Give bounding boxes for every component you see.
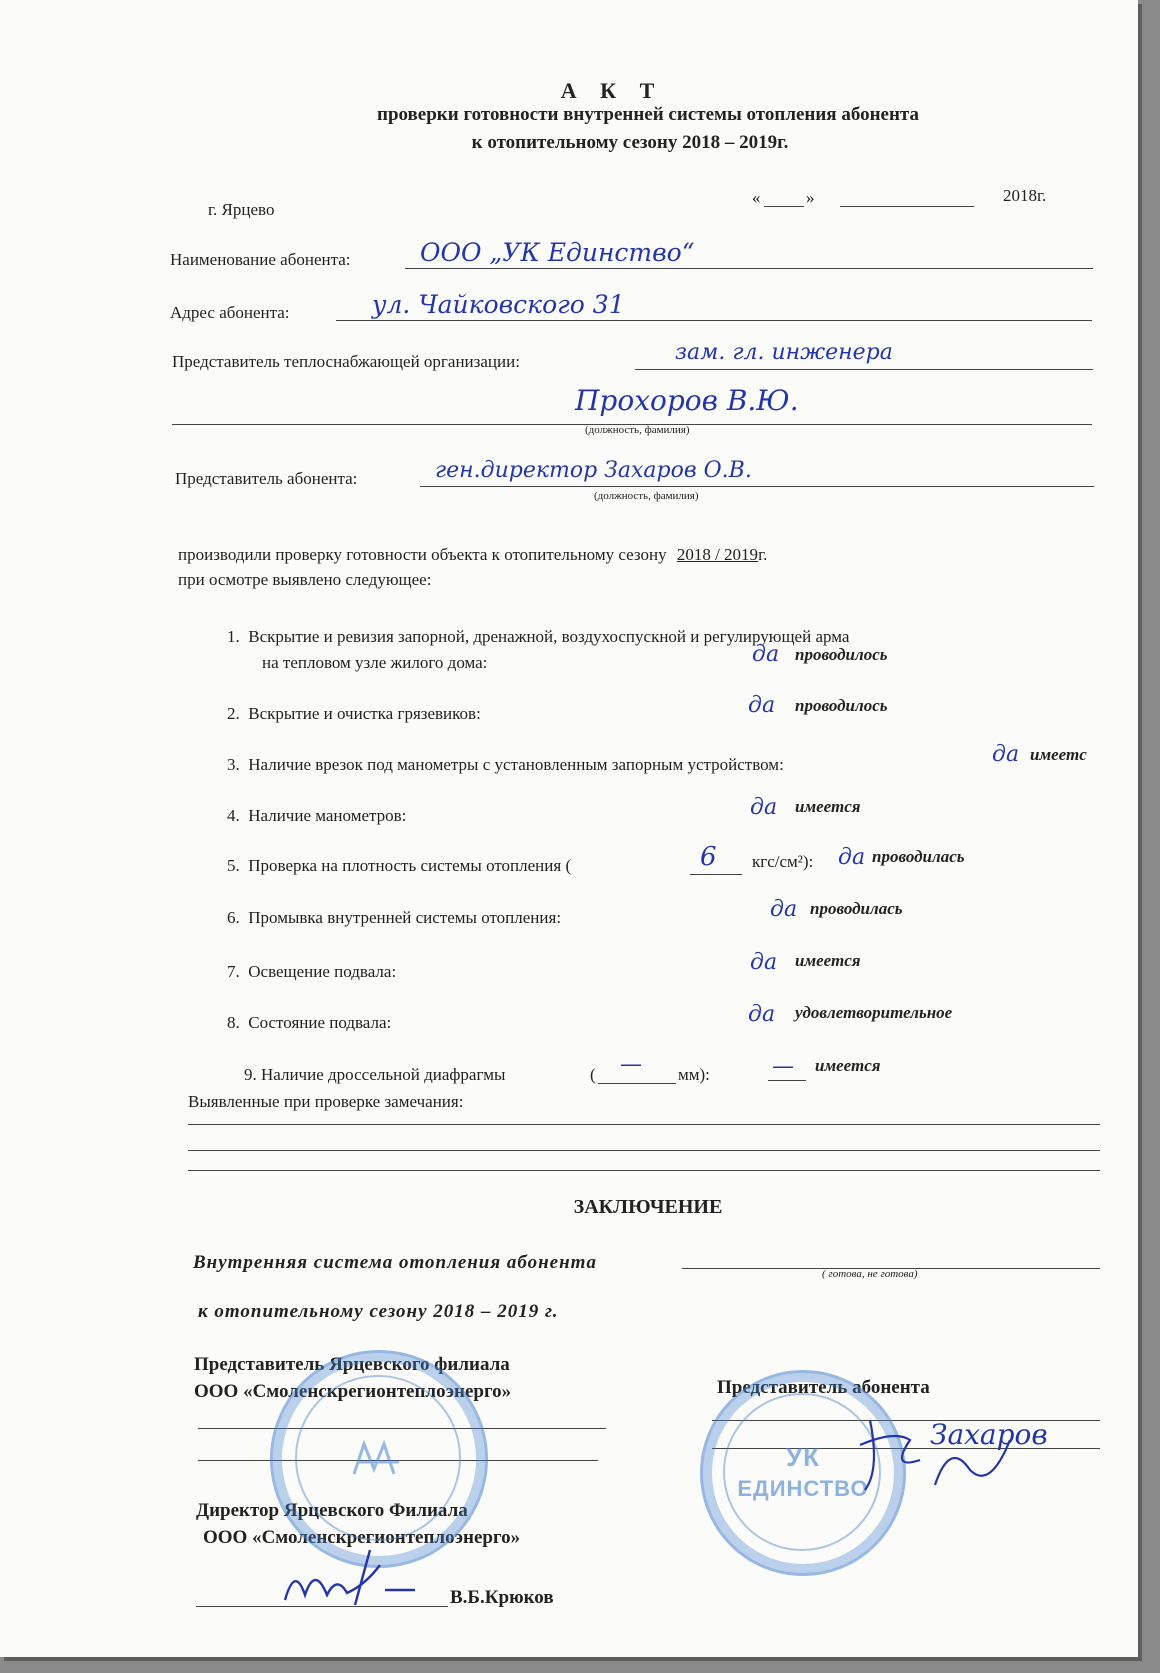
conclusion-line-2: к отопительному сезону 2018 – 2019 г. [198,1301,559,1322]
subscriber-address-handwriting: ул. Чайковского 31 [372,290,625,319]
right-signatory-title: Представитель абонента [717,1377,930,1398]
left-signatory-title-1: Представитель Ярцевского филиала [194,1354,510,1375]
item-9-handwriting: — [772,1054,794,1079]
subscriber-name-handwriting: ООО „УК Единство“ [420,238,695,267]
item-7-result: имеется [795,951,861,970]
conclusion-line-1: Внутренняя система отопления абонента [193,1252,597,1273]
left-company-stamp [270,1350,488,1568]
intro-line-2: при осмотре выявлено следующее: [178,570,432,589]
item-3-result: имеетс [1030,745,1087,764]
remarks-label: Выявленные при проверке замечания: [188,1092,464,1111]
right-handwritten-name: Захаров [930,1418,1048,1451]
item-5-handwriting: да [838,845,866,870]
item-5: 5. Проверка на плотность системы отопления ( [227,856,572,875]
item-9-result: имеется [815,1056,881,1075]
item-3: 3. Наличие врезок под манометры с установленным запорным устройством: [227,755,784,774]
item-5-pressure-line [690,874,742,875]
item-4-result: имеется [795,797,861,816]
item-8-handwriting: да [748,1002,776,1027]
heat-supplier-rep-label: Представитель теплоснабжающей организации: [172,352,520,371]
remarks-line-3 [188,1170,1100,1171]
subscriber-rep-line [420,486,1094,487]
right-stamp-text: УК ЕДИНСТВО [737,1442,869,1501]
item-9-size-handwriting: — [620,1052,642,1077]
date-month-line [840,206,974,207]
city: г. Ярцево [208,200,275,219]
item-5-result: проводилась [872,847,965,866]
item-2: 2. Вскрытие и очистка грязевиков: [227,704,481,723]
date-close-quote: » [806,188,815,207]
item-6-handwriting: да [770,897,798,922]
document-subtitle: проверки готовности внутренней системы отопления абонента [377,104,919,125]
date-day-line [764,206,804,207]
item-9-hw-line [768,1080,806,1081]
director-title-1: Директор Ярцевского Филиала [196,1500,468,1521]
remarks-line-2 [188,1150,1100,1151]
document-title: А К Т [560,78,664,103]
item-1: 1. Вскрытие и ревизия запорной, дренажной, воздухоспускной и регулирующей арма [227,627,850,646]
subscriber-signature-icon [850,1400,1030,1510]
director-title-2: ООО «Смоленскрегионтеплоэнерго» [203,1527,521,1548]
item-8: 8. Состояние подвала: [227,1013,392,1032]
item-2-handwriting: да [748,693,776,718]
date-year: 2018г. [1003,186,1047,205]
heat-supplier-rep-line1 [635,369,1093,370]
stamp-emblem-icon [344,1434,414,1484]
position-hint-2: (должность, фамилия) [594,490,699,502]
subscriber-rep-handwriting: ген.директор Захаров О.В. [435,458,752,483]
heat-supplier-rep-handwriting1: зам. гл. инженера [675,340,893,365]
director-signature-icon [275,1545,425,1615]
remarks-line-1 [188,1124,1100,1125]
item-9-size-line [598,1083,676,1084]
subscriber-address-label: Адрес абонента: [170,303,290,322]
subscriber-rep-label: Представитель абонента: [175,469,358,488]
item-2-result: проводилось [795,696,888,715]
item-9-unit: мм): [678,1065,710,1084]
item-7: 7. Освещение подвала: [227,962,397,981]
item-7-handwriting: да [750,950,778,975]
item-4: 4. Наличие манометров: [227,806,407,825]
subscriber-address-line [336,320,1092,321]
intro-line-1: производили проверку готовности объекта к отопительному сезону 2018 / 2019г. [178,545,768,564]
item-3-handwriting: да [992,742,1020,767]
item-5-unit: кгс/см²): [752,852,814,871]
item-1-result: проводилось [795,645,888,664]
position-hint: (должность, фамилия) [585,424,690,436]
subscriber-name-label: Наименование абонента: [170,250,351,269]
item-1-handwriting: да [752,642,780,667]
item-5-pressure-handwriting: 6 [700,842,717,872]
director-name: В.Б.Крюков [450,1587,554,1608]
item-9: 9. Наличие дроссельной диафрагмы [244,1065,506,1084]
item-8-result: удовлетворительное [795,1003,953,1022]
conclusion-hint: ( готова, не готова) [822,1268,918,1280]
item-1-line-2: на тепловом узле жилого дома: [262,653,488,672]
conclusion-heading: ЗАКЛЮЧЕНИЕ [573,1196,723,1218]
season-value: 2018 / 2019 [676,545,759,564]
heat-supplier-rep-handwriting2: Прохоров В.Ю. [575,384,799,417]
left-signatory-title-2: ООО «Смоленскрегионтеплоэнерго» [194,1381,512,1402]
item-9-paren: ( [590,1065,596,1084]
item-4-handwriting: да [750,795,778,820]
document-subtitle-season: к отопительному сезону 2018 – 2019г. [471,132,789,153]
subscriber-name-line [405,268,1093,269]
date-open-quote: « [752,188,761,207]
item-6: 6. Промывка внутренней системы отопления: [227,908,562,927]
item-6-result: проводилась [810,899,903,918]
